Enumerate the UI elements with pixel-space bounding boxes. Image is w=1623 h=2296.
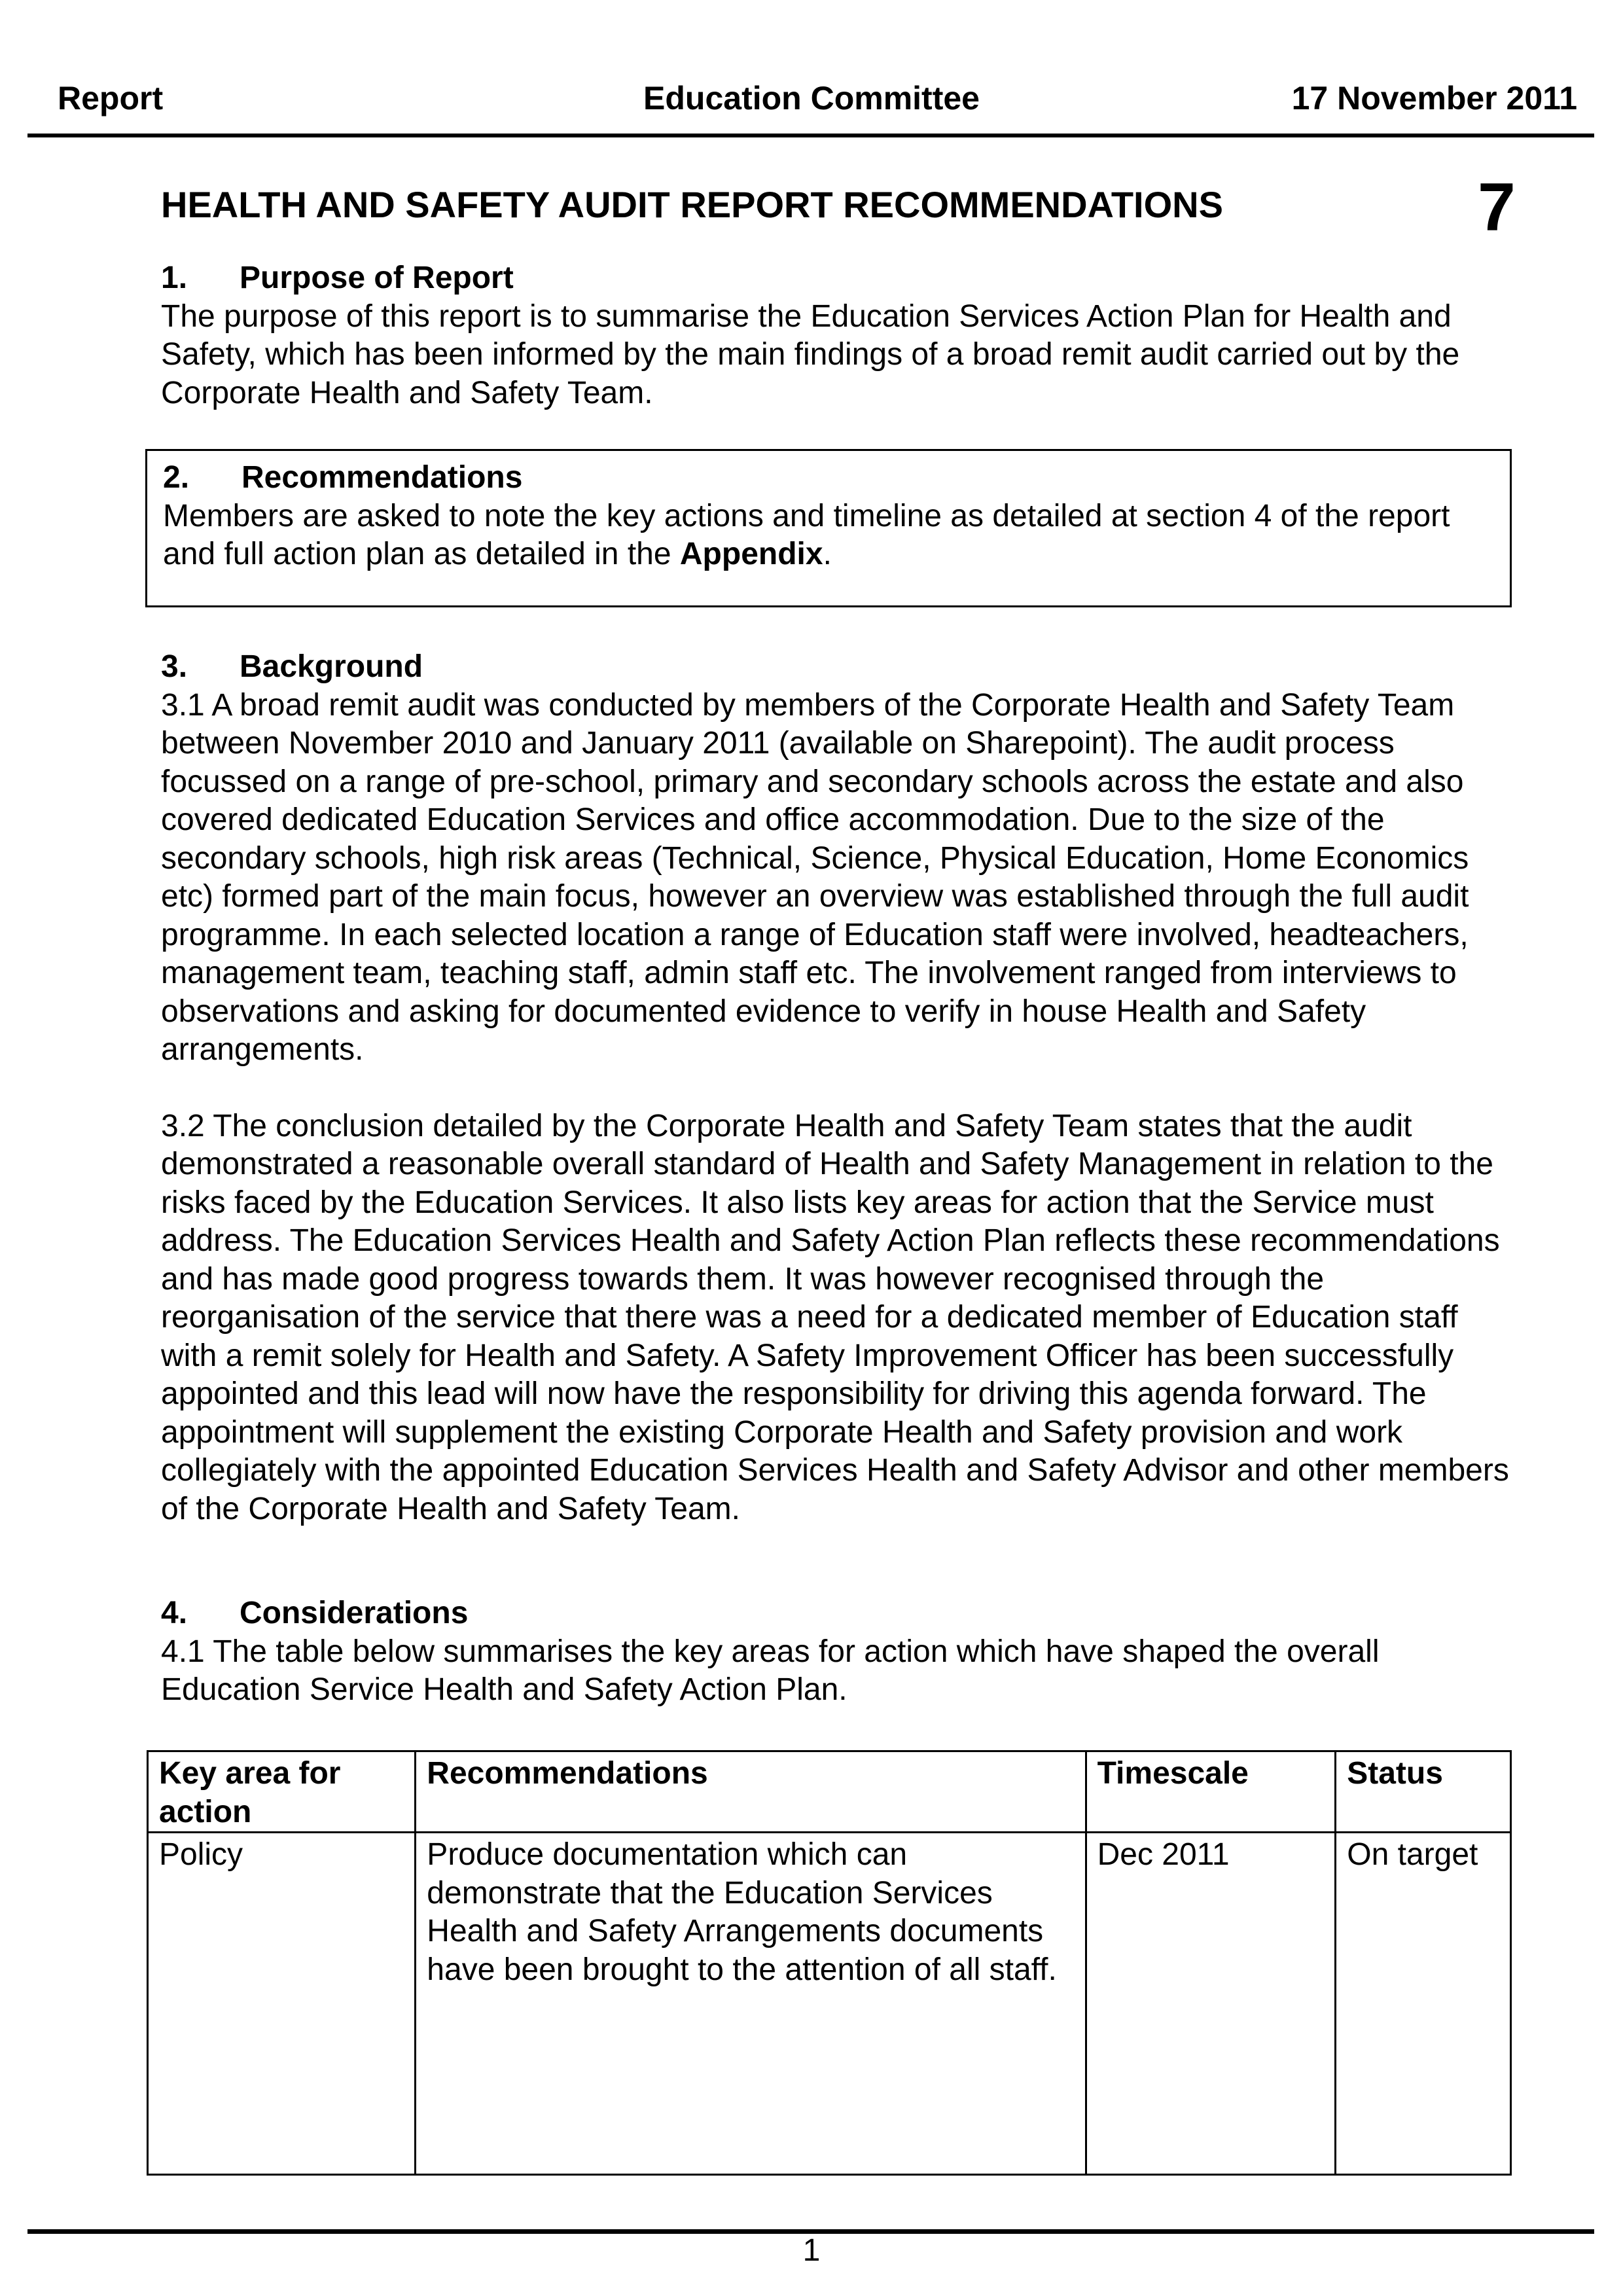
section-number: 4. bbox=[161, 1596, 188, 1630]
section-purpose-heading bbox=[161, 259, 1522, 298]
section-heading-text: Recommendations bbox=[241, 460, 523, 495]
cell-key-area: Policy bbox=[148, 1833, 416, 2175]
table-row bbox=[148, 1833, 1511, 2175]
column-header: Status bbox=[1336, 1751, 1511, 1833]
page-number: 1 bbox=[802, 2233, 821, 2268]
recommendations-text-end: . bbox=[823, 537, 832, 571]
section-background-heading bbox=[161, 648, 1522, 687]
section-considerations-heading bbox=[161, 1594, 1522, 1633]
section-purpose bbox=[161, 259, 1522, 412]
section-recommendations-heading bbox=[163, 459, 1498, 497]
column-header: Key area for action bbox=[148, 1751, 416, 1833]
table-header-row bbox=[148, 1751, 1511, 1833]
background-paragraph-3-2: 3.2 The conclusion detailed by the Corporate Health and Safety Team states that the audit demonstrated a reasonable overall standard of Health and Safety Management in relation to the risks faced by the Education Services. It also lists key areas for action that the Service must address. The Education Services Health and Safety Action Plan reflects these recommendations and has made good progress towards them. It was however recognised through the reorganisation of the service that there was a need for a dedicated member of Education staff with a remit solely for Health and Safety. A Safety Improvement Officer has been successfully appointed and this lead will now have the responsibility for driving this agenda forward. The appointment will supplement the existing Corporate Health and Safety provision and work collegiately with the appointed Education Services Health and Safety Advisor and other members of the Corporate Health and Safety Team. bbox=[161, 1108, 1509, 1526]
section-number: 1. bbox=[161, 260, 188, 295]
section-background bbox=[161, 648, 1522, 1528]
section-number: 3. bbox=[161, 649, 188, 684]
header-divider bbox=[27, 134, 1594, 137]
background-paragraph-3-1: 3.1 A broad remit audit was conducted by members of the Corporate Health and Safety Team between November 2010 and January 2011 (available on Sharepoint). The audit process focussed on a range of pre-school, primary and secondary schools across the estate and also covered dedicated Education Services and office accommodation. Due to the size of the secondary schools, high risk areas (Technical, Science, Physical Education, Home Economics etc) formed part of the main focus, however an overview was established through the full audit programme. In each selected location a range of Education staff were involved, headteachers, management team, teaching staff, admin staff etc. The involvement ranged from interviews to observations and asking for documented evidence to verify in house Health and Safety arrangements. bbox=[161, 687, 1469, 1067]
appendix-reference: Appendix bbox=[679, 537, 823, 571]
section-recommendations-text bbox=[163, 497, 1498, 574]
section-heading-text: Purpose of Report bbox=[240, 260, 514, 295]
considerations-paragraph-4-1: 4.1 The table below summarises the key areas for action which have shaped the overall Education Service Health and Safety Action Plan. bbox=[161, 1634, 1380, 1707]
section-considerations bbox=[161, 1594, 1522, 1710]
column-header: Recommendations bbox=[416, 1751, 1086, 1833]
header-date: 17 November 2011 bbox=[1291, 80, 1577, 117]
cell-recommendation: Produce documentation which can demonstrate that the Education Services Health and Safety Arrangements documents have been brought to the attention of all staff. bbox=[416, 1833, 1086, 2175]
key-actions-table bbox=[147, 1750, 1512, 2176]
report-title: HEALTH AND SAFETY AUDIT REPORT RECOMMENDATIONS bbox=[161, 184, 1223, 225]
section-heading-text: Background bbox=[240, 649, 423, 684]
cell-timescale: Dec 2011 bbox=[1086, 1833, 1336, 2175]
recommendations-box bbox=[145, 449, 1512, 607]
section-heading-text: Considerations bbox=[240, 1596, 469, 1630]
header-report-label: Report bbox=[58, 80, 164, 117]
agenda-item-number: 7 bbox=[1478, 170, 1516, 245]
section-number: 2. bbox=[163, 460, 190, 495]
section-purpose-text: The purpose of this report is to summarise the Education Services Action Plan for Health and Safety, which has been informed by the main findings of a broad remit audit carried out by the Corporate Health and Safety Team. bbox=[161, 298, 1460, 410]
cell-status: On target bbox=[1336, 1833, 1511, 2175]
recommendations-text-part: Members are asked to note the key actions and timeline as detailed at section 4 of the report and full action plan as detailed in the bbox=[163, 498, 1450, 571]
header-committee-name: Education Committee bbox=[643, 80, 980, 117]
column-header: Timescale bbox=[1086, 1751, 1336, 1833]
